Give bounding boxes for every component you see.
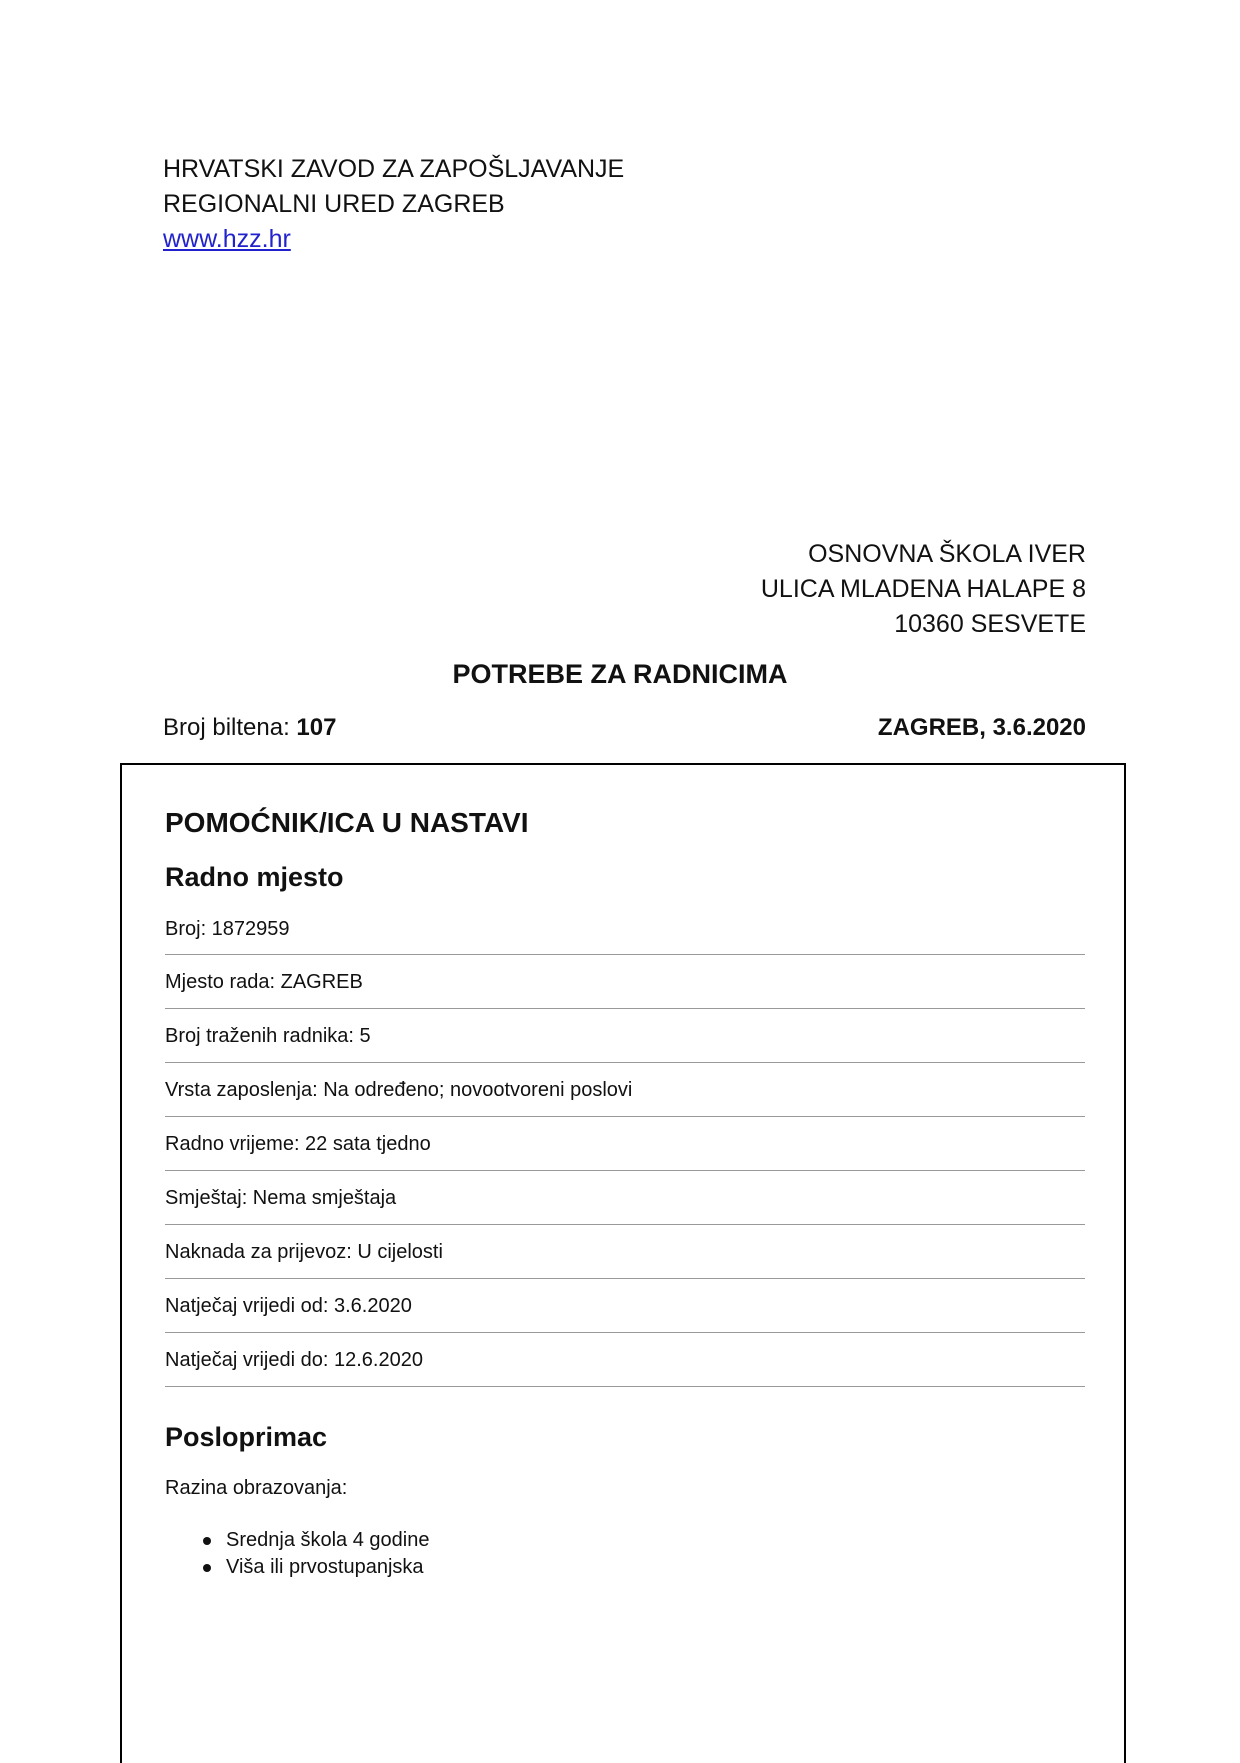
field-row-location: Mjesto rada: ZAGREB (165, 955, 1085, 1009)
field-row-accommodation: Smještaj: Nema smještaja (165, 1171, 1085, 1225)
education-label: Razina obrazovanja: (165, 1477, 348, 1499)
field-row-employment-type: Vrsta zaposlenja: Na određeno; novootvoreni poslovi (165, 1063, 1085, 1117)
education-item: Viša ili prvostupanjska (203, 1554, 1085, 1581)
employer-street: ULICA MLADENA HALAPE 8 (760, 575, 1086, 603)
job-title: POMOĆNIK/ICA U NASTAVI (165, 807, 529, 838)
job-posting-box (120, 763, 1126, 1763)
bulletin-place-date: ZAGREB, 3.6.2020 (877, 714, 1086, 741)
field-row-working-hours: Radno vrijeme: 22 sata tjedno (165, 1117, 1085, 1171)
education-list (165, 1527, 1085, 1581)
bulletin-number-label: Broj biltena: (163, 714, 297, 741)
issuer-header (163, 152, 624, 257)
bulletin-number-value: 107 (296, 714, 337, 741)
issuer-name: HRVATSKI ZAVOD ZA ZAPOŠLJAVANJE (163, 155, 625, 183)
position-heading: Radno mjesto (165, 862, 344, 892)
education-item: Srednja škola 4 godine (203, 1527, 1085, 1554)
field-row-valid-to: Natječaj vrijedi do: 12.6.2020 (165, 1333, 1085, 1387)
bulletin-title: POTREBE ZA RADNICIMA (452, 659, 788, 689)
issuer-office: REGIONALNI URED ZAGREB (163, 190, 505, 218)
employer-name: OSNOVNA ŠKOLA IVER (808, 540, 1086, 568)
employer-city: 10360 SESVETE (894, 610, 1086, 638)
website-link[interactable]: www.hzz.hr (163, 225, 291, 253)
field-row-transport: Naknada za prijevoz: U cijelosti (165, 1225, 1085, 1279)
bulletin-meta (163, 714, 1086, 742)
employer-address (761, 537, 1086, 642)
bulletin-number (163, 714, 336, 742)
field-row-number: Broj: 1872959 (165, 909, 1085, 955)
field-row-workers-count: Broj traženih radnika: 5 (165, 1009, 1085, 1063)
position-field-list (165, 909, 1085, 1387)
employee-heading: Posloprimac (165, 1422, 328, 1452)
field-row-valid-from: Natječaj vrijedi od: 3.6.2020 (165, 1279, 1085, 1333)
job-posting-content (165, 803, 1085, 1581)
